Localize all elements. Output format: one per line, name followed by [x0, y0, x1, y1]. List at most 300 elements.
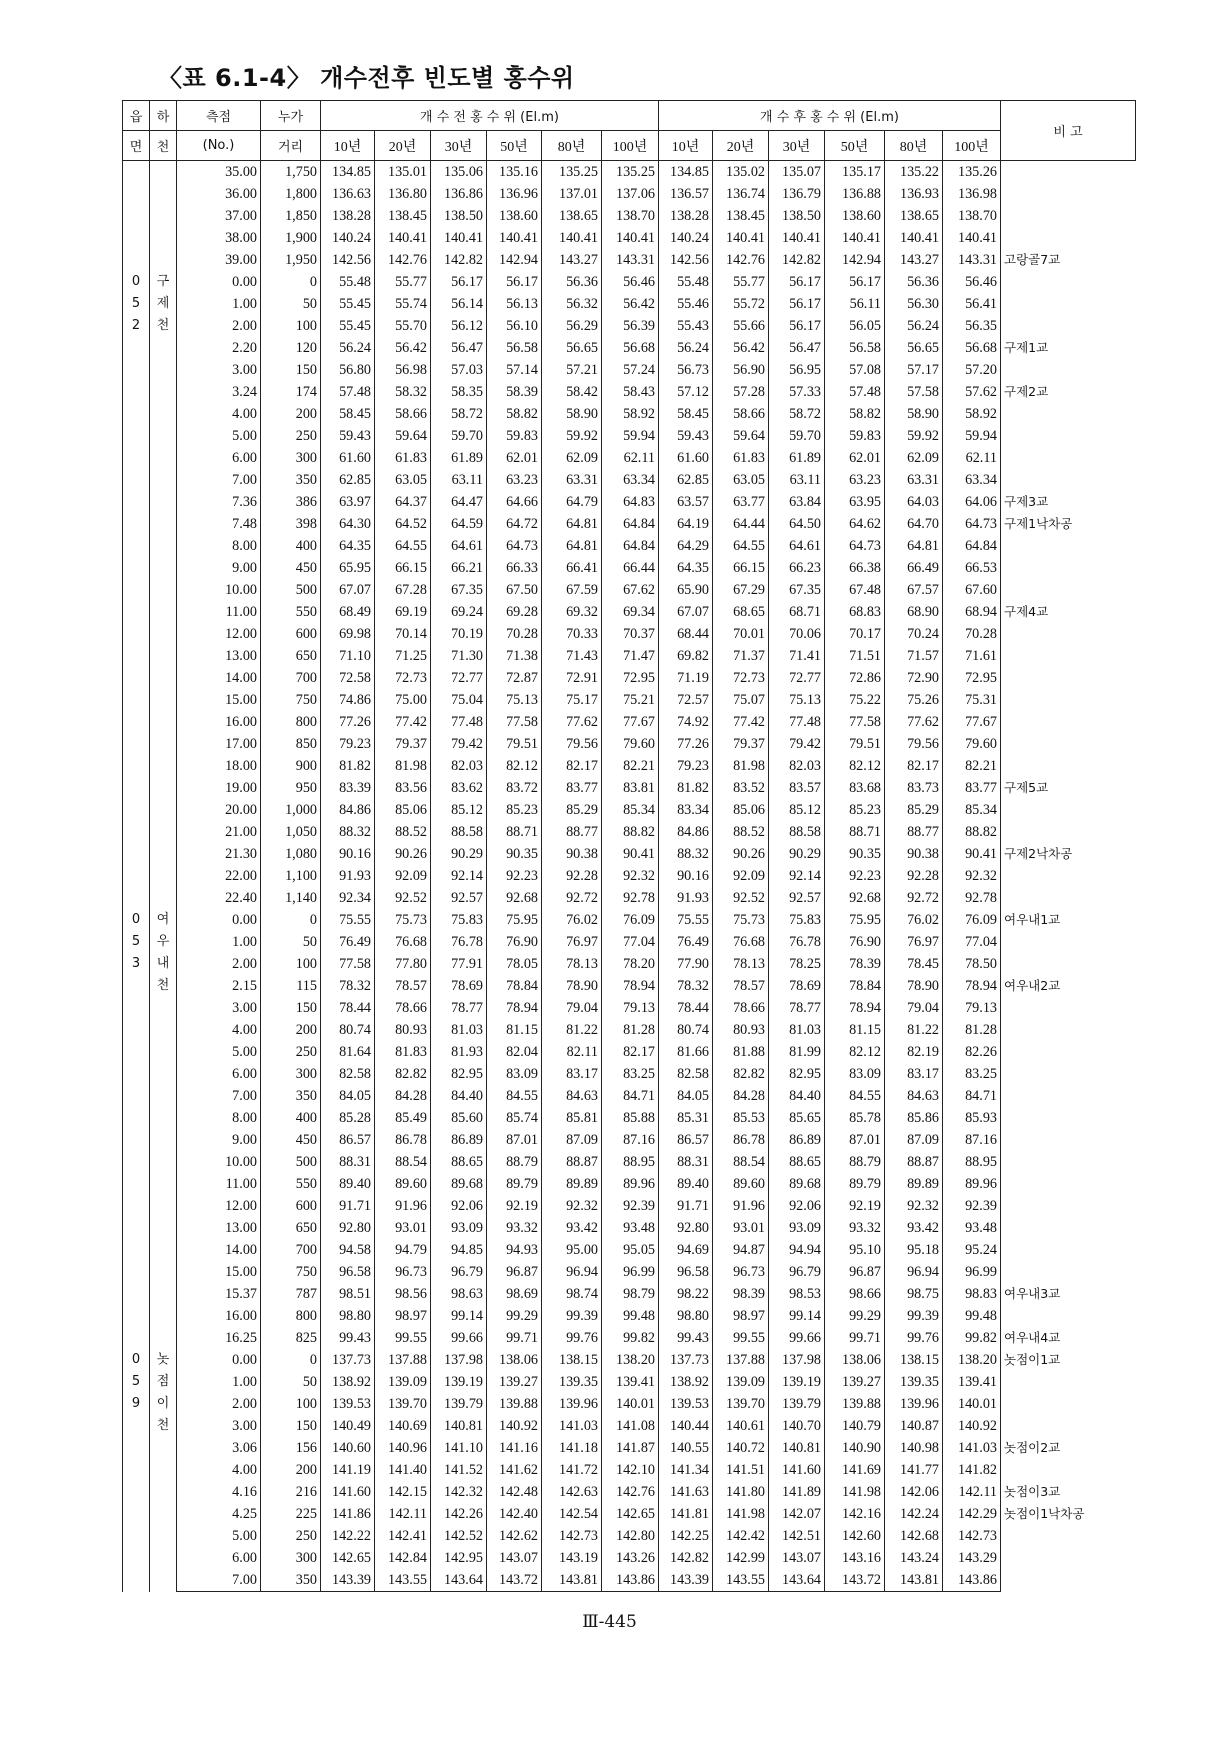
station-cell: 3.00	[177, 359, 261, 381]
before-level-cell: 64.66	[487, 491, 542, 513]
after-level-cell: 79.04	[885, 997, 943, 1019]
before-level-cell: 62.09	[542, 447, 602, 469]
before-level-cell: 59.43	[321, 425, 375, 447]
after-level-cell: 76.68	[713, 931, 769, 953]
after-level-cell: 92.28	[885, 865, 943, 887]
before-level-cell: 139.09	[375, 1371, 431, 1393]
header-before-year: 30년	[431, 131, 487, 161]
before-level-cell: 82.58	[321, 1063, 375, 1085]
after-level-cell: 98.80	[659, 1305, 713, 1327]
table-row	[123, 799, 1136, 821]
before-level-cell: 70.33	[542, 623, 602, 645]
section-code-char: 5	[131, 934, 141, 949]
before-level-cell: 82.11	[542, 1041, 602, 1063]
before-level-cell: 77.62	[542, 711, 602, 733]
after-level-cell: 92.57	[769, 887, 825, 909]
after-level-cell: 142.99	[713, 1547, 769, 1569]
after-level-cell: 93.48	[943, 1217, 1001, 1239]
after-level-cell: 140.41	[713, 227, 769, 249]
before-level-cell: 67.59	[542, 579, 602, 601]
before-level-cell: 78.44	[321, 997, 375, 1019]
before-level-cell: 142.84	[375, 1547, 431, 1569]
table-row	[123, 337, 1136, 359]
before-level-cell: 93.01	[375, 1217, 431, 1239]
before-level-cell: 140.41	[375, 227, 431, 249]
before-level-cell: 83.62	[431, 777, 487, 799]
before-level-cell: 79.56	[542, 733, 602, 755]
table-row	[123, 249, 1136, 271]
table-row	[123, 1239, 1136, 1261]
before-level-cell: 57.24	[602, 359, 659, 381]
after-level-cell: 78.94	[943, 975, 1001, 997]
before-level-cell: 83.81	[602, 777, 659, 799]
before-level-cell: 139.35	[542, 1371, 602, 1393]
station-cell: 7.48	[177, 513, 261, 535]
before-level-cell: 76.97	[542, 931, 602, 953]
before-level-cell: 75.95	[487, 909, 542, 931]
after-level-cell: 81.99	[769, 1041, 825, 1063]
after-level-cell: 76.49	[659, 931, 713, 953]
station-cell: 16.00	[177, 1305, 261, 1327]
before-level-cell: 72.87	[487, 667, 542, 689]
after-level-cell: 142.42	[713, 1525, 769, 1547]
station-cell: 17.00	[177, 733, 261, 755]
before-level-cell: 142.32	[431, 1481, 487, 1503]
after-level-cell: 77.26	[659, 733, 713, 755]
before-level-cell: 94.85	[431, 1239, 487, 1261]
after-level-cell: 56.17	[769, 271, 825, 293]
remark-cell: 여우내1교	[1004, 912, 1061, 927]
before-level-cell: 67.62	[602, 579, 659, 601]
table-row	[123, 1107, 1136, 1129]
after-level-cell: 66.23	[769, 557, 825, 579]
distance-cell: 300	[261, 447, 321, 469]
before-level-cell: 82.04	[487, 1041, 542, 1063]
remark-cell	[1001, 623, 1136, 645]
before-level-cell: 85.29	[542, 799, 602, 821]
header-before-year: 50년	[487, 131, 542, 161]
before-level-cell: 81.22	[542, 1019, 602, 1041]
after-level-cell: 95.24	[943, 1239, 1001, 1261]
station-cell: 1.00	[177, 931, 261, 953]
distance-cell: 200	[261, 1459, 321, 1481]
station-cell: 36.00	[177, 183, 261, 205]
distance-cell: 50	[261, 1371, 321, 1393]
station-cell: 38.00	[177, 227, 261, 249]
table-row	[123, 579, 1136, 601]
after-level-cell: 142.76	[713, 249, 769, 271]
table-row	[123, 843, 1136, 865]
before-level-cell: 139.88	[487, 1393, 542, 1415]
after-level-cell: 79.56	[885, 733, 943, 755]
after-level-cell: 82.12	[825, 755, 885, 777]
after-level-cell: 137.88	[713, 1349, 769, 1371]
table-row	[123, 1019, 1136, 1041]
after-level-cell: 136.93	[885, 183, 943, 205]
after-level-cell: 72.57	[659, 689, 713, 711]
after-level-cell: 143.39	[659, 1569, 713, 1592]
before-level-cell: 76.09	[602, 909, 659, 931]
after-level-cell: 140.01	[943, 1393, 1001, 1415]
before-level-cell: 82.82	[375, 1063, 431, 1085]
after-level-cell: 139.79	[769, 1393, 825, 1415]
before-level-cell: 85.06	[375, 799, 431, 821]
header-before-year: 100년	[602, 131, 659, 161]
after-level-cell: 77.67	[943, 711, 1001, 733]
before-level-cell: 139.27	[487, 1371, 542, 1393]
after-level-cell: 75.26	[885, 689, 943, 711]
after-level-cell: 77.04	[943, 931, 1001, 953]
before-level-cell: 64.79	[542, 491, 602, 513]
after-level-cell: 85.29	[885, 799, 943, 821]
after-level-cell: 56.35	[943, 315, 1001, 337]
after-level-cell: 139.88	[825, 1393, 885, 1415]
after-level-cell: 143.81	[885, 1569, 943, 1592]
table-row	[123, 1503, 1136, 1525]
station-cell: 35.00	[177, 161, 261, 184]
distance-cell: 115	[261, 975, 321, 997]
after-level-cell: 64.73	[825, 535, 885, 557]
before-level-cell: 99.39	[542, 1305, 602, 1327]
after-level-cell: 68.90	[885, 601, 943, 623]
table-row	[123, 315, 1136, 337]
before-level-cell: 81.82	[321, 755, 375, 777]
before-level-cell: 94.79	[375, 1239, 431, 1261]
after-level-cell: 143.16	[825, 1547, 885, 1569]
station-cell: 4.25	[177, 1503, 261, 1525]
before-level-cell: 143.07	[487, 1547, 542, 1569]
before-level-cell: 58.39	[487, 381, 542, 403]
station-cell: 2.20	[177, 337, 261, 359]
after-level-cell: 135.17	[825, 161, 885, 184]
before-level-cell: 64.81	[542, 535, 602, 557]
after-level-cell: 140.92	[943, 1415, 1001, 1437]
before-level-cell: 79.23	[321, 733, 375, 755]
header-after: 개 수 후 홍 수 위 (El.m)	[659, 101, 1001, 131]
before-level-cell: 55.74	[375, 293, 431, 315]
after-level-cell: 138.92	[659, 1371, 713, 1393]
before-level-cell: 140.01	[602, 1393, 659, 1415]
after-level-cell: 98.66	[825, 1283, 885, 1305]
distance-cell: 150	[261, 997, 321, 1019]
before-level-cell: 96.79	[431, 1261, 487, 1283]
after-level-cell: 143.55	[713, 1569, 769, 1592]
after-level-cell: 88.71	[825, 821, 885, 843]
after-level-cell: 57.20	[943, 359, 1001, 381]
after-level-cell: 79.37	[713, 733, 769, 755]
before-level-cell: 88.77	[542, 821, 602, 843]
section-code-char: 5	[131, 1374, 141, 1389]
before-level-cell: 141.40	[375, 1459, 431, 1481]
after-level-cell: 69.82	[659, 645, 713, 667]
before-level-cell: 75.04	[431, 689, 487, 711]
before-level-cell: 56.29	[542, 315, 602, 337]
station-cell: 6.00	[177, 1547, 261, 1569]
after-level-cell: 64.81	[885, 535, 943, 557]
before-level-cell: 140.41	[542, 227, 602, 249]
after-level-cell: 141.80	[713, 1481, 769, 1503]
station-cell: 0.00	[177, 909, 261, 931]
distance-cell: 150	[261, 359, 321, 381]
after-level-cell: 142.60	[825, 1525, 885, 1547]
after-level-cell: 91.71	[659, 1195, 713, 1217]
after-level-cell: 90.35	[825, 843, 885, 865]
before-level-cell: 141.87	[602, 1437, 659, 1459]
after-level-cell: 91.93	[659, 887, 713, 909]
after-level-cell: 75.13	[769, 689, 825, 711]
distance-cell: 1,950	[261, 249, 321, 271]
before-level-cell: 79.37	[375, 733, 431, 755]
remark-cell	[1001, 1239, 1136, 1261]
before-level-cell: 81.64	[321, 1041, 375, 1063]
section-code-cell	[123, 909, 150, 1349]
table-row	[123, 1283, 1136, 1305]
after-level-cell: 63.34	[943, 469, 1001, 491]
table-row	[123, 1569, 1136, 1592]
table-row	[123, 183, 1136, 205]
before-level-cell: 55.45	[321, 315, 375, 337]
before-level-cell: 64.35	[321, 535, 375, 557]
after-level-cell: 71.37	[713, 645, 769, 667]
after-level-cell: 92.78	[943, 887, 1001, 909]
after-level-cell: 81.82	[659, 777, 713, 799]
before-level-cell: 78.20	[602, 953, 659, 975]
before-level-cell: 58.90	[542, 403, 602, 425]
after-level-cell: 99.71	[825, 1327, 885, 1349]
after-level-cell: 85.12	[769, 799, 825, 821]
remark-cell: 구제3교	[1004, 494, 1049, 509]
before-level-cell: 96.94	[542, 1261, 602, 1283]
before-level-cell: 83.25	[602, 1063, 659, 1085]
before-level-cell: 138.15	[542, 1349, 602, 1371]
station-cell: 9.00	[177, 1129, 261, 1151]
after-level-cell: 64.84	[943, 535, 1001, 557]
before-level-cell: 72.58	[321, 667, 375, 689]
after-level-cell: 71.19	[659, 667, 713, 689]
table-row	[123, 293, 1136, 315]
after-level-cell: 93.09	[769, 1217, 825, 1239]
remark-cell: 구제4교	[1004, 604, 1049, 619]
before-level-cell: 58.72	[431, 403, 487, 425]
after-level-cell: 140.98	[885, 1437, 943, 1459]
station-cell: 2.00	[177, 315, 261, 337]
before-level-cell: 66.33	[487, 557, 542, 579]
after-level-cell: 99.48	[943, 1305, 1001, 1327]
before-level-cell: 140.41	[487, 227, 542, 249]
before-level-cell: 84.40	[431, 1085, 487, 1107]
before-level-cell: 138.20	[602, 1349, 659, 1371]
before-level-cell: 92.23	[487, 865, 542, 887]
before-level-cell: 59.92	[542, 425, 602, 447]
before-level-cell: 142.22	[321, 1525, 375, 1547]
station-cell: 4.00	[177, 403, 261, 425]
station-cell: 7.00	[177, 469, 261, 491]
after-level-cell: 82.58	[659, 1063, 713, 1085]
after-level-cell: 140.41	[825, 227, 885, 249]
before-level-cell: 71.30	[431, 645, 487, 667]
before-level-cell: 64.30	[321, 513, 375, 535]
distance-cell: 200	[261, 1019, 321, 1041]
after-level-cell: 82.82	[713, 1063, 769, 1085]
before-level-cell: 92.28	[542, 865, 602, 887]
after-level-cell: 140.90	[825, 1437, 885, 1459]
after-level-cell: 82.12	[825, 1041, 885, 1063]
after-level-cell: 142.56	[659, 249, 713, 271]
after-level-cell: 55.48	[659, 271, 713, 293]
before-level-cell: 67.35	[431, 579, 487, 601]
after-level-cell: 85.06	[713, 799, 769, 821]
remark-cell: 놋점이2교	[1004, 1440, 1061, 1455]
table-row	[123, 1151, 1136, 1173]
before-level-cell: 90.26	[375, 843, 431, 865]
before-level-cell: 63.97	[321, 491, 375, 513]
table-row	[123, 1041, 1136, 1063]
table-row	[123, 1415, 1136, 1437]
remark-cell	[1001, 689, 1136, 711]
station-cell: 4.16	[177, 1481, 261, 1503]
before-level-cell: 94.93	[487, 1239, 542, 1261]
after-level-cell: 84.86	[659, 821, 713, 843]
distance-cell: 550	[261, 1173, 321, 1195]
remark-cell	[1001, 183, 1136, 205]
before-level-cell: 141.03	[542, 1415, 602, 1437]
after-level-cell: 76.90	[825, 931, 885, 953]
after-level-cell: 135.07	[769, 161, 825, 184]
distance-cell: 100	[261, 315, 321, 337]
after-level-cell: 57.08	[825, 359, 885, 381]
after-level-cell: 92.19	[825, 1195, 885, 1217]
after-level-cell: 58.72	[769, 403, 825, 425]
after-level-cell: 75.31	[943, 689, 1001, 711]
after-level-cell: 90.16	[659, 865, 713, 887]
remark-cell	[1001, 535, 1136, 557]
after-level-cell: 77.58	[825, 711, 885, 733]
distance-cell: 650	[261, 1217, 321, 1239]
distance-cell: 156	[261, 1437, 321, 1459]
before-level-cell: 77.58	[487, 711, 542, 733]
remark-cell: 놋점이1교	[1004, 1352, 1061, 1367]
distance-cell: 350	[261, 469, 321, 491]
after-level-cell: 92.39	[943, 1195, 1001, 1217]
table-row	[123, 271, 1136, 293]
after-level-cell: 75.55	[659, 909, 713, 931]
remark-cell	[1001, 1041, 1136, 1063]
after-level-cell: 70.24	[885, 623, 943, 645]
distance-cell: 450	[261, 557, 321, 579]
after-level-cell: 143.07	[769, 1547, 825, 1569]
after-level-cell: 141.03	[943, 1437, 1001, 1459]
after-level-cell: 63.84	[769, 491, 825, 513]
before-level-cell: 89.40	[321, 1173, 375, 1195]
after-level-cell: 88.95	[943, 1151, 1001, 1173]
before-level-cell: 86.57	[321, 1129, 375, 1151]
before-level-cell: 56.42	[602, 293, 659, 315]
before-level-cell: 141.18	[542, 1437, 602, 1459]
remark-cell	[1001, 1063, 1136, 1085]
table-row	[123, 469, 1136, 491]
before-level-cell: 64.61	[431, 535, 487, 557]
station-cell: 2.00	[177, 1393, 261, 1415]
before-level-cell: 142.15	[375, 1481, 431, 1503]
table-row	[123, 359, 1136, 381]
remark-cell	[1001, 953, 1136, 975]
station-cell: 22.40	[177, 887, 261, 909]
after-level-cell: 64.55	[713, 535, 769, 557]
before-level-cell: 142.65	[321, 1547, 375, 1569]
after-level-cell: 90.38	[885, 843, 943, 865]
before-level-cell: 143.64	[431, 1569, 487, 1592]
table-row	[123, 557, 1136, 579]
after-level-cell: 64.73	[943, 513, 1001, 535]
after-level-cell: 83.52	[713, 777, 769, 799]
before-level-cell: 64.84	[602, 535, 659, 557]
after-level-cell: 92.32	[943, 865, 1001, 887]
after-level-cell: 66.53	[943, 557, 1001, 579]
before-level-cell: 63.23	[487, 469, 542, 491]
section-name-char: 여	[156, 912, 170, 927]
station-cell: 3.24	[177, 381, 261, 403]
header-after-year: 80년	[885, 131, 943, 161]
after-level-cell: 98.83	[943, 1283, 1001, 1305]
after-level-cell: 141.60	[769, 1459, 825, 1481]
before-level-cell: 85.28	[321, 1107, 375, 1129]
before-level-cell: 99.71	[487, 1327, 542, 1349]
before-level-cell: 140.60	[321, 1437, 375, 1459]
after-level-cell: 141.98	[825, 1481, 885, 1503]
after-level-cell: 88.32	[659, 843, 713, 865]
after-level-cell: 99.43	[659, 1327, 713, 1349]
after-level-cell: 93.32	[825, 1217, 885, 1239]
before-level-cell: 137.06	[602, 183, 659, 205]
remark-cell	[1001, 1569, 1136, 1592]
before-level-cell: 82.03	[431, 755, 487, 777]
after-level-cell: 55.46	[659, 293, 713, 315]
before-level-cell: 88.87	[542, 1151, 602, 1173]
before-level-cell: 71.43	[542, 645, 602, 667]
after-level-cell: 75.73	[713, 909, 769, 931]
after-level-cell: 93.42	[885, 1217, 943, 1239]
distance-cell: 1,850	[261, 205, 321, 227]
before-level-cell: 89.89	[542, 1173, 602, 1195]
remark-cell	[1001, 733, 1136, 755]
after-level-cell: 58.92	[943, 403, 1001, 425]
after-level-cell: 139.96	[885, 1393, 943, 1415]
remark-cell	[1001, 1085, 1136, 1107]
after-level-cell: 135.26	[943, 161, 1001, 184]
after-level-cell: 88.54	[713, 1151, 769, 1173]
before-level-cell: 75.00	[375, 689, 431, 711]
after-level-cell: 94.94	[769, 1239, 825, 1261]
after-level-cell: 78.57	[713, 975, 769, 997]
remark-cell	[1001, 865, 1136, 887]
before-level-cell: 58.42	[542, 381, 602, 403]
before-level-cell: 57.21	[542, 359, 602, 381]
distance-cell: 216	[261, 1481, 321, 1503]
after-level-cell: 64.44	[713, 513, 769, 535]
after-level-cell: 83.34	[659, 799, 713, 821]
table-row	[123, 1481, 1136, 1503]
before-level-cell: 96.87	[487, 1261, 542, 1283]
table-row	[123, 1459, 1136, 1481]
after-level-cell: 135.02	[713, 161, 769, 184]
before-level-cell: 93.32	[487, 1217, 542, 1239]
section-code-cell	[123, 1349, 150, 1592]
after-level-cell: 142.51	[769, 1525, 825, 1547]
after-level-cell: 56.30	[885, 293, 943, 315]
section-code-char: 0	[131, 1352, 141, 1367]
before-level-cell: 85.23	[487, 799, 542, 821]
after-level-cell: 140.41	[769, 227, 825, 249]
